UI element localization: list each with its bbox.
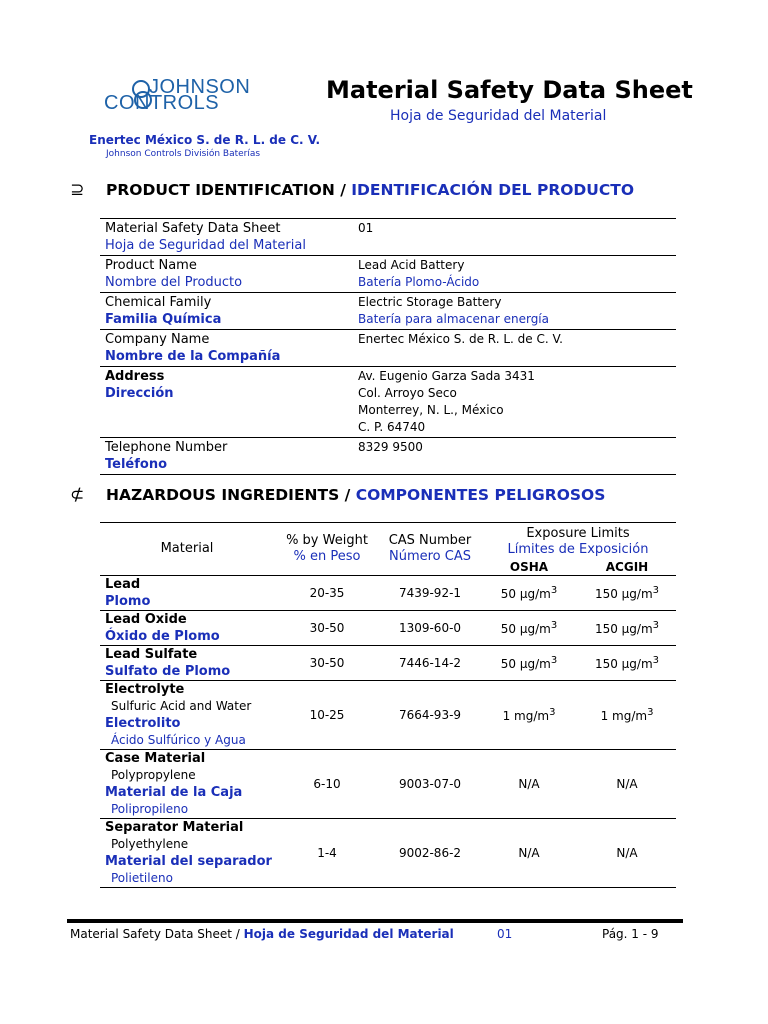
- material-cell: [100, 610, 274, 645]
- material-name-en: Lead Oxide: [105, 611, 187, 627]
- material-cell: [100, 818, 274, 887]
- cas-cell: 1309-60-0: [398, 620, 462, 635]
- osha-cell: [480, 610, 578, 645]
- row-value: [358, 331, 676, 365]
- table-row: [100, 367, 676, 438]
- footer-divider: [67, 919, 683, 923]
- acgih-value: 150 μg/m: [594, 586, 653, 601]
- footer-title-es: Hoja de Seguridad del Material: [243, 927, 454, 941]
- label-es: Nombre del Producto: [105, 275, 243, 290]
- weight-cell: 1-4: [317, 845, 337, 860]
- page-title: Material Safety Data Sheet: [326, 76, 693, 104]
- osha-cell: [480, 818, 578, 887]
- section-title-en: HAZARDOUS INGREDIENTS /: [106, 486, 356, 504]
- page-subtitle: Hoja de Seguridad del Material: [390, 108, 607, 124]
- address-line: Av. Eugenio Garza Sada 3431: [358, 369, 535, 383]
- footer-title-en: Material Safety Data Sheet: [70, 927, 232, 941]
- header-cas-en: CAS Number: [388, 532, 472, 548]
- weight-cell: 30-50: [309, 620, 345, 635]
- footer-separator: /: [231, 927, 244, 941]
- acgih-unit-exponent: 3: [647, 706, 654, 718]
- header-weight-en: % by Weight: [286, 532, 368, 548]
- acgih-value: 1 mg/m: [600, 708, 648, 723]
- row-label: [100, 257, 358, 291]
- acgih-value: N/A: [616, 776, 638, 791]
- cas-cell: 9002-86-2: [398, 845, 462, 860]
- value-en: Lead Acid Battery: [358, 258, 465, 272]
- cas-cell: 9003-07-0: [398, 776, 462, 791]
- row-label: [100, 368, 358, 436]
- header-exposure: [480, 523, 676, 559]
- label-es: Dirección: [105, 386, 174, 401]
- osha-value: N/A: [518, 845, 540, 860]
- table-row: [100, 645, 676, 680]
- material-name-es: Material de la Caja: [105, 784, 243, 800]
- value-en: 8329 9500: [358, 440, 423, 454]
- row-value: [358, 257, 676, 291]
- cas-cell: 7446-14-2: [398, 655, 462, 670]
- header-cas-es: Número CAS: [389, 548, 471, 564]
- osha-value: 1 mg/m: [502, 708, 550, 723]
- footer-doc-number: 01: [497, 927, 513, 941]
- osha-unit-exponent: 3: [550, 654, 558, 666]
- material-cell: [100, 749, 274, 818]
- table-row: [100, 575, 676, 610]
- label-en: Chemical Family: [105, 295, 212, 310]
- logo-text-top: JOHNSON: [149, 76, 251, 98]
- material-sub-es: Ácido Sulfúrico y Agua: [111, 732, 246, 747]
- header-weight: [274, 523, 380, 576]
- value-es: Batería para almacenar energía: [358, 312, 549, 326]
- division-name: Johnson Controls División Baterías: [106, 149, 261, 159]
- header-material: Material: [160, 540, 214, 556]
- acgih-unit-exponent: 3: [652, 619, 660, 631]
- material-sub-en: Polypropylene: [111, 767, 196, 782]
- osha-cell: [480, 680, 578, 749]
- label-en: Company Name: [105, 332, 210, 347]
- osha-unit-exponent: 3: [549, 706, 556, 718]
- acgih-cell: [578, 749, 676, 818]
- label-es: Nombre de la Compañía: [105, 349, 281, 364]
- row-label: [100, 439, 358, 473]
- row-label: [100, 220, 358, 254]
- section-title-es: IDENTIFICACIÓN DEL PRODUCTO: [351, 181, 635, 199]
- material-cell: [100, 645, 274, 680]
- table-row: [100, 610, 676, 645]
- section-title-es: COMPONENTES PELIGROSOS: [355, 486, 606, 504]
- material-cell: [100, 575, 274, 610]
- label-es: Familia Química: [105, 312, 222, 327]
- osha-unit-exponent: 3: [550, 584, 558, 596]
- johnson-controls-logo: [104, 76, 280, 120]
- not-subset-icon: ⊄: [70, 485, 85, 505]
- address-line: C. P. 64740: [358, 420, 426, 434]
- value-en: Enertec México S. de R. L. de C. V.: [358, 332, 563, 346]
- acgih-unit-exponent: 3: [652, 584, 660, 596]
- label-es: Hoja de Seguridad del Material: [105, 238, 306, 253]
- table-row: [100, 330, 676, 367]
- weight-cell: 6-10: [313, 776, 341, 791]
- header-acgih: ACGIH: [605, 559, 649, 574]
- value-en: Electric Storage Battery: [358, 295, 502, 309]
- footer-page-number: Pág. 1 - 9: [602, 927, 659, 941]
- row-value: [358, 439, 676, 473]
- table-row: [100, 219, 676, 256]
- material-sub-es: Polipropileno: [111, 801, 189, 816]
- acgih-cell: [578, 818, 676, 887]
- value-es: Batería Plomo-Ácido: [358, 275, 480, 289]
- acgih-cell: [578, 610, 676, 645]
- header-weight-es: % en Peso: [293, 548, 361, 564]
- acgih-value: 150 μg/m: [594, 656, 653, 671]
- material-name-en: Lead: [105, 576, 141, 592]
- osha-value: 50 μg/m: [500, 586, 551, 601]
- osha-value: 50 μg/m: [500, 621, 551, 636]
- row-value: [358, 368, 676, 436]
- material-name-es: Material del separador: [105, 853, 272, 869]
- acgih-value: 150 μg/m: [594, 621, 653, 636]
- section-title-en: PRODUCT IDENTIFICATION /: [106, 181, 352, 199]
- label-es: Teléfono: [105, 457, 168, 472]
- hazardous-ingredients-table: [100, 522, 676, 888]
- row-label: [100, 294, 358, 328]
- header-exposure-en: Exposure Limits: [526, 525, 630, 541]
- label-en: Address: [105, 369, 165, 384]
- cas-cell: 7664-93-9: [398, 707, 462, 722]
- material-name-es: Electrolito: [105, 715, 181, 731]
- weight-cell: 20-35: [309, 585, 345, 600]
- address-line: Col. Arroyo Seco: [358, 386, 457, 400]
- osha-cell: [480, 575, 578, 610]
- material-name-es: Sulfato de Plomo: [105, 663, 231, 679]
- osha-value: 50 μg/m: [500, 656, 551, 671]
- material-name-en: Lead Sulfate: [105, 646, 198, 662]
- material-sub-en: Sulfuric Acid and Water: [111, 698, 252, 713]
- section-title-product-identification: [106, 181, 634, 199]
- label-en: Material Safety Data Sheet: [105, 221, 281, 236]
- table-row: [100, 293, 676, 330]
- table-row: [100, 680, 676, 749]
- material-name-en: Electrolyte: [105, 681, 185, 697]
- header-cas: [380, 523, 480, 576]
- osha-unit-exponent: 3: [550, 619, 558, 631]
- weight-cell: 30-50: [309, 655, 345, 670]
- material-name-es: Plomo: [105, 593, 151, 609]
- table-row: [100, 256, 676, 293]
- table-row: [100, 438, 676, 475]
- material-name-en: Case Material: [105, 750, 206, 766]
- material-name-es: Óxido de Plomo: [105, 628, 220, 644]
- acgih-cell: [578, 575, 676, 610]
- value-en: 01: [358, 221, 374, 235]
- cas-cell: 7439-92-1: [398, 585, 462, 600]
- acgih-unit-exponent: 3: [652, 654, 660, 666]
- label-en: Telephone Number: [105, 440, 228, 455]
- address-line: Monterrey, N. L., México: [358, 403, 504, 417]
- header-exposure-es: Límites de Exposición: [507, 541, 649, 557]
- row-value: [358, 294, 676, 328]
- logo-text-bottom: CONTROLS: [104, 92, 220, 114]
- company-name: Enertec México S. de R. L. de C. V.: [89, 133, 321, 147]
- weight-cell: 10-25: [309, 707, 345, 722]
- header-osha: OSHA: [509, 559, 549, 574]
- osha-value: N/A: [518, 776, 540, 791]
- material-cell: [100, 680, 274, 749]
- material-name-en: Separator Material: [105, 819, 244, 835]
- table-row: [100, 818, 676, 887]
- osha-cell: [480, 749, 578, 818]
- material-sub-es: Polietileno: [111, 870, 173, 885]
- superset-icon: ⊇: [70, 180, 85, 200]
- acgih-value: N/A: [616, 845, 638, 860]
- table-row: [100, 749, 676, 818]
- section-title-hazardous-ingredients: [106, 486, 605, 504]
- product-identification-table: [100, 218, 676, 475]
- footer-title: [70, 927, 454, 941]
- material-sub-en: Polyethylene: [111, 836, 189, 851]
- label-en: Product Name: [105, 258, 197, 273]
- row-label: [100, 331, 358, 365]
- acgih-cell: [578, 680, 676, 749]
- row-value: [358, 220, 676, 254]
- acgih-cell: [578, 645, 676, 680]
- osha-cell: [480, 645, 578, 680]
